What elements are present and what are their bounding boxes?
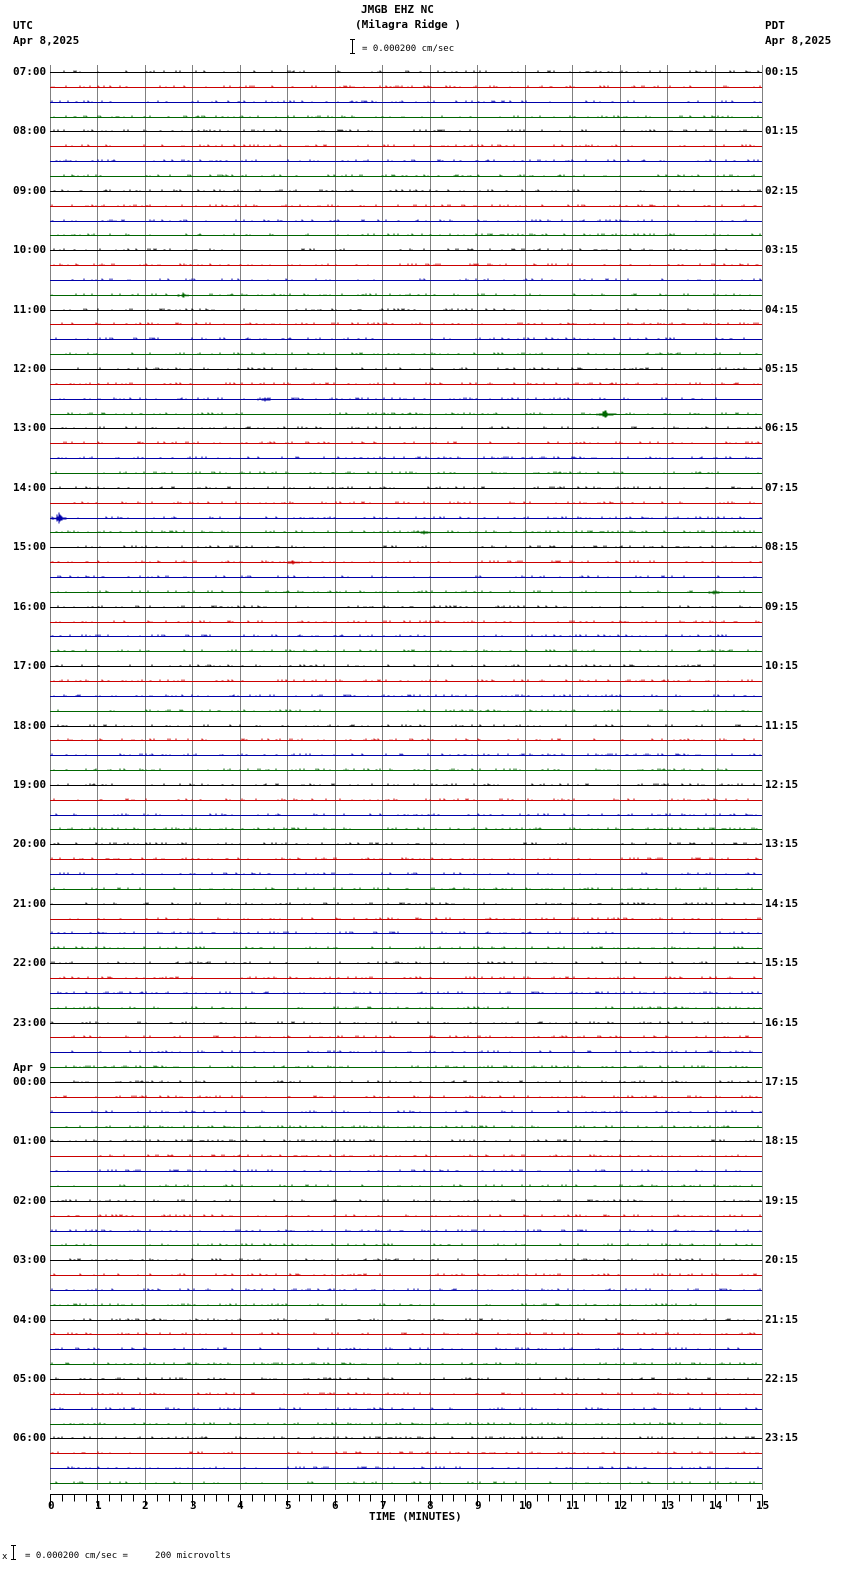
- trace-line: [50, 86, 762, 88]
- trace-line: [50, 784, 762, 786]
- trace-line: [50, 383, 762, 385]
- x-tick-label: 7: [380, 1499, 387, 1512]
- trace-line: [50, 962, 762, 964]
- trace-line: [50, 546, 762, 548]
- trace-line: [50, 293, 762, 298]
- utc-hour-label: 12:00: [13, 362, 47, 375]
- x-tick-label: 14: [709, 1499, 723, 1512]
- utc-hour-label: 05:00: [13, 1372, 47, 1385]
- utc-hour-label: Apr 9: [13, 1061, 47, 1074]
- trace-line: [50, 992, 762, 994]
- utc-hour-label: 04:00: [13, 1313, 47, 1326]
- utc-hour-label: 13:00: [13, 421, 47, 434]
- trace-line: [50, 1333, 762, 1335]
- x-tick-label: 15: [756, 1499, 770, 1512]
- trace-line: [50, 1170, 762, 1172]
- utc-hour-label: 16:00: [13, 600, 47, 613]
- trace-line: [50, 1036, 762, 1038]
- pdt-hour-label: 05:15: [765, 362, 799, 375]
- trace-line: [50, 457, 762, 459]
- trace-line: [50, 160, 762, 162]
- pdt-hour-label: 16:15: [765, 1016, 799, 1029]
- trace-line: [50, 309, 762, 311]
- pdt-hour-label: 17:15: [765, 1075, 799, 1088]
- trace-line: [50, 1319, 762, 1321]
- trace-line: [50, 1408, 762, 1410]
- trace-line: [50, 1393, 762, 1395]
- pdt-hour-label: 20:15: [765, 1253, 799, 1266]
- trace-line: [50, 873, 762, 875]
- trace-line: [50, 1289, 762, 1291]
- trace-line: [50, 1022, 762, 1024]
- pdt-hour-label: 23:15: [765, 1431, 799, 1444]
- trace-line: [50, 814, 762, 816]
- x-tick-label: 3: [190, 1499, 197, 1512]
- trace-line: [50, 513, 762, 524]
- trace-line: [50, 1244, 762, 1246]
- x-axis-title: TIME (MINUTES): [369, 1510, 462, 1523]
- right-timezone: PDT: [765, 19, 785, 32]
- trace-line: [50, 1111, 762, 1113]
- trace-line: [50, 977, 762, 979]
- trace-line: [50, 576, 762, 578]
- right-date: Apr 8,2025: [765, 34, 832, 47]
- utc-hour-label: 14:00: [13, 481, 47, 494]
- trace-line: [50, 1467, 762, 1469]
- utc-hour-label: 11:00: [13, 303, 47, 316]
- trace-line: [50, 769, 762, 771]
- left-timezone: UTC: [13, 19, 33, 32]
- x-tick-label: 10: [519, 1499, 533, 1512]
- utc-hour-label: 17:00: [13, 659, 47, 672]
- trace-line: [50, 754, 762, 756]
- x-tick-label: 13: [661, 1499, 675, 1512]
- utc-hour-label: 10:00: [13, 243, 47, 256]
- trace-line: [50, 1081, 762, 1083]
- trace-line: [50, 650, 762, 652]
- calibration-text: = 0.000200 cm/sec = 200 microvolts: [25, 1551, 231, 1561]
- trace-line: [50, 665, 762, 667]
- pdt-hour-label: 01:15: [765, 124, 799, 137]
- trace-line: [50, 725, 762, 727]
- utc-hour-label: 02:00: [13, 1194, 47, 1207]
- trace-line: [50, 353, 762, 355]
- trace-line: [50, 323, 762, 325]
- left-date: Apr 8,2025: [13, 34, 80, 47]
- utc-hour-label: 07:00: [13, 65, 47, 78]
- x-tick-label: 9: [475, 1499, 482, 1512]
- trace-line: [50, 1378, 762, 1380]
- trace-line: [50, 234, 762, 236]
- x-tick-label: 12: [614, 1499, 628, 1512]
- trace-line: [50, 1140, 762, 1142]
- trace-line: [50, 1437, 762, 1439]
- trace-line: [50, 145, 762, 147]
- calibration-marker: x: [2, 1552, 8, 1562]
- x-tick-label: 2: [142, 1499, 149, 1512]
- utc-hour-label: 15:00: [13, 540, 47, 553]
- x-tick-label: 1: [95, 1499, 102, 1512]
- scale-text: = 0.000200 cm/sec: [362, 44, 455, 54]
- trace-line: [50, 175, 762, 177]
- pdt-hour-label: 03:15: [765, 243, 799, 256]
- trace-line: [50, 1363, 762, 1365]
- pdt-hour-label: 15:15: [765, 956, 799, 969]
- trace-line: [50, 1066, 762, 1068]
- trace-line: [50, 487, 762, 489]
- x-tick-label: 8: [427, 1499, 434, 1512]
- trace-line: [50, 695, 762, 697]
- trace-line: [50, 799, 762, 801]
- utc-hour-label: 21:00: [13, 897, 47, 910]
- station-title: JMGB EHZ NC: [361, 3, 434, 16]
- trace-line: [50, 1259, 762, 1261]
- pdt-hour-label: 00:15: [765, 65, 799, 78]
- trace-line: [50, 1304, 762, 1306]
- trace-line: [50, 368, 762, 370]
- x-tick-label: 4: [237, 1499, 244, 1512]
- trace-line: [50, 130, 762, 132]
- pdt-hour-label: 14:15: [765, 897, 799, 910]
- trace-line: [50, 710, 762, 712]
- pdt-hour-label: 12:15: [765, 778, 799, 791]
- trace-line: [50, 1423, 762, 1425]
- pdt-hour-label: 22:15: [765, 1372, 799, 1385]
- pdt-hour-label: 19:15: [765, 1194, 799, 1207]
- trace-line: [50, 1007, 762, 1009]
- utc-hour-label: 20:00: [13, 837, 47, 850]
- trace-line: [50, 1051, 762, 1053]
- trace-line: [50, 888, 762, 890]
- trace-line: [50, 1274, 762, 1276]
- trace-line: [50, 1230, 762, 1232]
- trace-line: [50, 1452, 762, 1454]
- x-tick-label: 5: [285, 1499, 292, 1512]
- trace-line: [50, 220, 762, 222]
- trace-line: [50, 606, 762, 608]
- utc-hour-label: 09:00: [13, 184, 47, 197]
- trace-line: [50, 591, 762, 595]
- trace-line: [50, 502, 762, 504]
- trace-line: [50, 1200, 762, 1202]
- trace-line: [50, 1482, 762, 1484]
- trace-line: [50, 932, 762, 934]
- trace-line: [50, 635, 762, 637]
- trace-line: [50, 1348, 762, 1350]
- utc-hour-label: 18:00: [13, 719, 47, 732]
- utc-hour-label: 23:00: [13, 1016, 47, 1029]
- trace-line: [50, 442, 762, 444]
- trace-line: [50, 279, 762, 281]
- pdt-hour-label: 07:15: [765, 481, 799, 494]
- x-tick-label: 6: [332, 1499, 339, 1512]
- utc-hour-label: 01:00: [13, 1134, 47, 1147]
- trace-line: [50, 561, 762, 565]
- pdt-hour-label: 11:15: [765, 719, 799, 732]
- trace-line: [50, 1096, 762, 1098]
- trace-line: [50, 531, 762, 535]
- calibration-bar-icon: [11, 1545, 16, 1560]
- utc-hour-label: 22:00: [13, 956, 47, 969]
- x-tick-label: 11: [566, 1499, 580, 1512]
- trace-line: [50, 1155, 762, 1157]
- pdt-hour-label: 18:15: [765, 1134, 799, 1147]
- trace-line: [50, 190, 762, 192]
- utc-hour-label: 06:00: [13, 1431, 47, 1444]
- trace-line: [50, 1215, 762, 1217]
- trace-line: [50, 1185, 762, 1187]
- trace-line: [50, 947, 762, 949]
- x-tick-label: 0: [48, 1499, 55, 1512]
- pdt-hour-label: 09:15: [765, 600, 799, 613]
- trace-line: [50, 828, 762, 830]
- trace-line: [50, 205, 762, 207]
- station-location: (Milagra Ridge ): [355, 18, 461, 31]
- trace-line: [50, 472, 762, 474]
- pdt-hour-label: 21:15: [765, 1313, 799, 1326]
- trace-line: [50, 264, 762, 266]
- utc-hour-label: 00:00: [13, 1075, 47, 1088]
- trace-line: [50, 249, 762, 251]
- pdt-hour-label: 06:15: [765, 421, 799, 434]
- trace-line: [50, 621, 762, 623]
- trace-line: [50, 739, 762, 741]
- trace-line: [50, 843, 762, 845]
- utc-hour-label: 19:00: [13, 778, 47, 791]
- trace-line: [50, 411, 762, 418]
- trace-line: [50, 1126, 762, 1128]
- pdt-hour-label: 08:15: [765, 540, 799, 553]
- trace-line: [50, 338, 762, 340]
- trace-line: [50, 116, 762, 118]
- scale-bar-icon: [350, 39, 355, 54]
- utc-hour-label: 08:00: [13, 124, 47, 137]
- trace-line: [50, 398, 762, 402]
- trace-line: [50, 427, 762, 429]
- trace-line: [50, 858, 762, 860]
- pdt-hour-label: 10:15: [765, 659, 799, 672]
- trace-line: [50, 71, 762, 73]
- trace-line: [50, 680, 762, 682]
- pdt-hour-label: 13:15: [765, 837, 799, 850]
- utc-hour-label: 03:00: [13, 1253, 47, 1266]
- pdt-hour-label: 04:15: [765, 303, 799, 316]
- trace-line: [50, 903, 762, 905]
- trace-line: [50, 918, 762, 920]
- trace-line: [50, 101, 762, 103]
- pdt-hour-label: 02:15: [765, 184, 799, 197]
